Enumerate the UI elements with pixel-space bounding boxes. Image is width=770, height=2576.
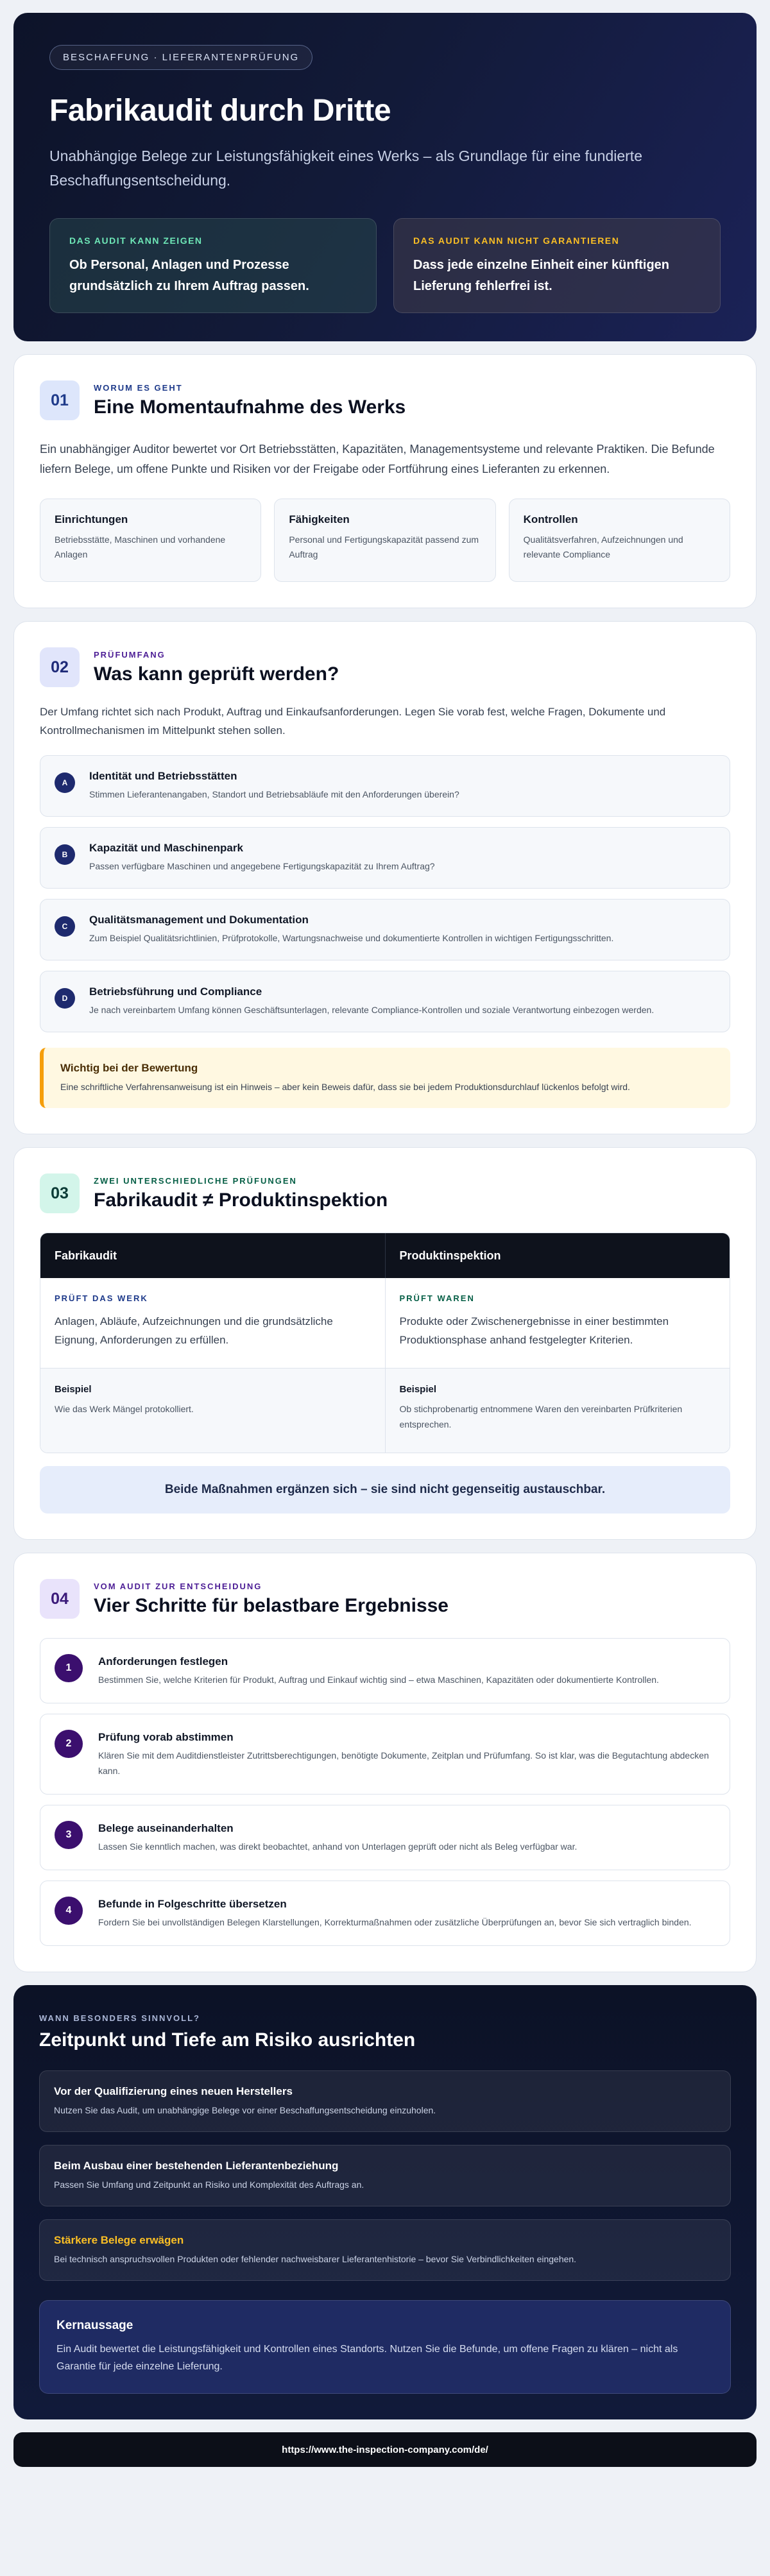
key-takeaway-text: Ein Audit bewertet die Leistungsfähigkeit und Kontrollen eines Standorts. Nutzen Sie die Befunde, um offene Fragen zu klären – nicht als Garantie für jede einzelne Lieferung. [56,2344,678,2372]
timing-item-title: Vor der Qualifizierung eines neuen Herstellers [54,2085,293,2097]
comparison-cell [40,1369,385,1453]
scope-item-title: Kapazität und Maschinenpark [89,842,243,854]
step-desc: Klären Sie mit dem Auditdienstleister Zutrittsberechtigungen, benötigte Dokumente, Zeitplan und Prüfumfang. So ist klar, was die Begutachtung abdecken kann. [98,1750,709,1776]
can-show-label: DAS AUDIT KANN ZEIGEN [69,235,203,246]
aspect-card [40,499,261,582]
scope-item [40,971,730,1032]
scope-item [40,827,730,889]
section-steps [13,1553,757,1972]
comparison-row [40,1278,730,1368]
cannot-guarantee-card [393,218,721,313]
aspect-card-desc: Personal und Fertigungskapazität passend zum Auftrag [289,534,479,559]
page-title: Fabrikaudit durch Dritte [49,94,391,128]
timing-item-desc: Passen Sie Umfang und Zeitpunkt an Risiko und Komplexität des Auftrags an. [54,2179,364,2190]
can-show-card [49,218,377,313]
section-eyebrow: ZWEI UNTERSCHIEDLICHE PRÜFUNGEN [94,1175,297,1186]
section-number: 03 [40,1173,80,1213]
section-title: Was kann geprüft werden? [94,663,339,685]
section-intro: Der Umfang richtet sich nach Produkt, Auftrag und Einkaufsanforderungen. Legen Sie vorab fest, welche Fragen, Dokumente und Kontrollmechanismen im Mittelpunkt stehen sollen. [40,706,666,737]
can-show-text: Ob Personal, Anlagen und Prozesse grundsätzlich zu Ihrem Auftrag passen. [69,258,309,293]
section-header [40,1173,730,1213]
step-title: Belege auseinanderhalten [98,1822,234,1834]
scope-item-desc: Passen verfügbare Maschinen und angegebene Fertigungskapazität zu Ihrem Auftrag? [89,861,435,871]
step-item [40,1714,730,1795]
comparison-cell [385,1369,730,1453]
scope-item-title: Identität und Betriebsstätten [89,770,237,782]
column-header: Fabrikaudit [55,1249,117,1262]
scope-badge: B [55,844,75,865]
scope-item-desc: Stimmen Lieferantenangaben, Standort und Betriebsabläufe mit den Anforderungen überein? [89,789,459,799]
step-number: 3 [55,1821,83,1849]
step-desc: Fordern Sie bei unvollständigen Belegen Klarstellungen, Korrekturmaßnahmen oder zusätzliche Überprüfungen an, bevor Sie sich vertraglich binden. [98,1917,692,1927]
step-item [40,1805,730,1870]
aspect-card-desc: Qualitätsverfahren, Aufzeichnungen und relevante Compliance [523,534,683,559]
cell-label: PRÜFT DAS WERK [55,1293,148,1303]
example-label: Beispiel [55,1384,92,1395]
scope-badge: C [55,916,75,937]
step-title: Befunde in Folgeschritte übersetzen [98,1898,287,1910]
section-number: 02 [40,647,80,687]
category-pill: BESCHAFFUNG · LIEFERANTENPRÜFUNG [49,45,312,70]
timing-item-title: Stärkere Belege erwägen [54,2234,184,2246]
aspect-card-title: Einrichtungen [55,513,128,525]
scope-badge: A [55,772,75,793]
section-title: Zeitpunkt und Tiefe am Risiko ausrichten [39,2029,416,2051]
comparison-cell [385,1278,730,1368]
column-header: Produktinspektion [385,1233,730,1278]
step-number: 4 [55,1897,83,1925]
step-item [40,1881,730,1946]
comparison-table [40,1233,730,1453]
section-comparison [13,1147,757,1540]
important-note [40,1048,730,1108]
aspect-card-title: Fähigkeiten [289,513,350,525]
comparison-row [40,1368,730,1453]
scope-item-title: Betriebsführung und Compliance [89,985,262,998]
key-takeaway-title: Kernaussage [56,2319,133,2332]
section-header [40,647,730,687]
aspect-card-title: Kontrollen [523,513,578,525]
section-number: 04 [40,1579,80,1619]
timing-item-desc: Nutzen Sie das Audit, um unabhängige Belege vor einer Beschaffungsentscheidung einzuholen. [54,2105,436,2115]
section-eyebrow: VOM AUDIT ZUR ENTSCHEIDUNG [94,1581,262,1591]
footer [13,2432,757,2467]
aspect-card [509,499,730,582]
step-desc: Bestimmen Sie, welche Kriterien für Produkt, Auftrag und Einkauf wichtig sind – etwa Maschinen, Kapazitäten oder dokumentierte Kontrollen. [98,1675,659,1685]
timing-item [39,2145,731,2206]
complement-banner: Beide Maßnahmen ergänzen sich – sie sind nicht gegenseitig austauschbar. [40,1466,730,1514]
scope-item-desc: Zum Beispiel Qualitätsrichtlinien, Prüfprotokolle, Wartungsnachweise und dokumentierte Kontrollen in wichtigen Fertigungsschritten. [89,933,614,943]
section-eyebrow: WANN BESONDERS SINNVOLL? [39,2013,200,2023]
hero-section [13,13,757,341]
section-eyebrow: PRÜFUMFANG [94,649,166,660]
scope-item-desc: Je nach vereinbartem Umfang können Geschäftsunterlagen, relevante Compliance-Kontrollen und soziale Verantwortung einbezogen werden. [89,1005,654,1015]
section-title: Eine Momentaufnahme des Werks [94,396,406,418]
example-label: Beispiel [399,1384,437,1395]
section-header [40,380,730,420]
scope-item [40,899,730,960]
aspect-cards [40,499,730,582]
footer-link[interactable]: https://www.the-inspection-company.com/de/ [282,2444,488,2455]
note-text: Eine schriftliche Verfahrensanweisung ist ein Hinweis – aber kein Beweis dafür, dass sie bei jedem Produktionsdurchlauf lückenlos befolgt wird. [60,1082,630,1092]
timing-item [39,2219,731,2281]
section-scope [13,621,757,1134]
comparison-cell [40,1278,385,1368]
step-number: 1 [55,1654,83,1682]
aspect-card [274,499,495,582]
cannot-guarantee-text: Dass jede einzelne Einheit einer künftigen Lieferung fehlerfrei ist. [413,258,669,293]
scope-item-title: Qualitätsmanagement und Dokumentation [89,914,309,926]
cell-label: PRÜFT WAREN [399,1293,475,1303]
hero-cards [49,218,721,313]
section-overview [13,354,757,608]
step-title: Anforderungen festlegen [98,1655,228,1668]
step-item [40,1638,730,1703]
aspect-card-desc: Betriebsstätte, Maschinen und vorhandene Anlagen [55,534,226,559]
cell-text: Anlagen, Abläufe, Aufzeichnungen und die grundsätzliche Eignung, Anforderungen zu erfüllen. [55,1315,333,1346]
key-takeaway [39,2300,731,2394]
section-title: Vier Schritte für belastbare Ergebnisse [94,1594,449,1616]
steps-list [40,1638,730,1946]
step-number: 2 [55,1730,83,1758]
section-title: Fabrikaudit ≠ Produktinspektion [94,1189,388,1211]
note-title: Wichtig bei der Bewertung [60,1062,198,1074]
scope-badge: D [55,988,75,1009]
scope-list [40,755,730,1032]
page-subtitle: Unabhängige Belege zur Leistungsfähigkeit eines Werks – als Grundlage für eine fundierte Beschaffungsentscheidung. [49,148,642,189]
scope-item [40,755,730,817]
cell-text: Produkte oder Zwischenergebnisse in einer bestimmten Produktionsphase anhand festgelegter Kriterien. [399,1315,669,1346]
cannot-guarantee-label: DAS AUDIT KANN NICHT GARANTIEREN [413,235,620,246]
example-text: Wie das Werk Mängel protokolliert. [55,1404,194,1414]
timing-item [39,2070,731,2132]
timing-item-title: Beim Ausbau einer bestehenden Lieferantenbeziehung [54,2160,339,2172]
example-text: Ob stichprobenartig entnommene Waren den vereinbarten Prüfkriterien entsprechen. [399,1404,683,1429]
step-desc: Lassen Sie kenntlich machen, was direkt beobachtet, anhand von Unterlagen geprüft oder nicht als Beleg verfügbar war. [98,1841,578,1852]
section-eyebrow: WORUM ES GEHT [94,382,183,393]
step-title: Prüfung vorab abstimmen [98,1731,234,1743]
section-timing [13,1985,757,2419]
comparison-header [40,1233,730,1278]
section-intro: Ein unabhängiger Auditor bewertet vor Ort Betriebsstätten, Kapazitäten, Managementsysteme und relevante Praktiken. Die Befunde liefern Belege, um offene Punkte und Risiken vor der Freigabe oder Fortführung eines Lieferanten zu erkennen. [40,443,715,475]
section-header [40,1579,730,1619]
section-number: 01 [40,380,80,420]
timing-item-desc: Bei technisch anspruchsvollen Produkten oder fehlender nachweisbarer Lieferantenhistorie – bevor Sie Verbindlichkeiten eingehen. [54,2254,577,2264]
